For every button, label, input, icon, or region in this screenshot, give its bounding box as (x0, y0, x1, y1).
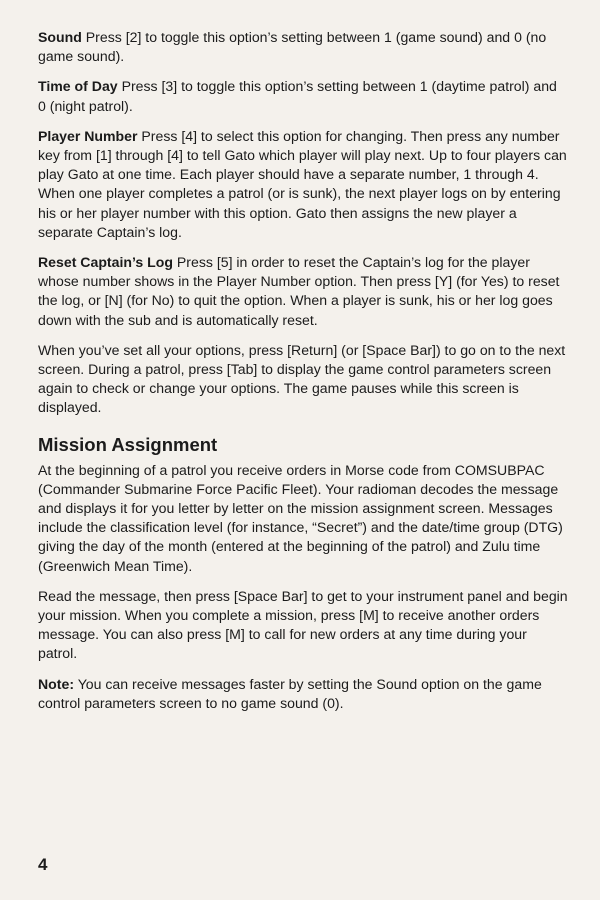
reset-log-text: Press [5] in order to reset the Captain’s log for the player whose number shows in the Player Number option. Then press [Y] (for Yes) to reset the log, or [N] (for No) to quit the option. When a player is sunk, his or her log goes down with the sub and is automatically reset. (38, 254, 560, 328)
mission-note-paragraph (38, 675, 568, 713)
options-summary-paragraph (38, 341, 568, 418)
note-label: Note: (38, 675, 75, 692)
page-number: 4 (38, 855, 48, 874)
sound-option-text: Press [2] to toggle this option’s setting between 1 (game sound) and 0 (no game sound). (38, 29, 547, 65)
reset-log-term: Reset Captain’s Log (38, 254, 173, 271)
sound-option-term: Sound (38, 29, 82, 45)
time-of-day-paragraph (38, 77, 568, 115)
mission-read-text: Read the message, then press [Space Bar] to get to your instrument panel and begin your mission. When you complete a mission, press [M] to receive another orders message. You can also press [M] to call for new orders at any time during your patrol. (38, 587, 568, 662)
note-text: You can receive messages faster by setting the Sound option on the game control parameters screen to no game sound (0). (38, 675, 542, 711)
player-number-term: Player Number (38, 127, 138, 144)
sound-option-paragraph (38, 28, 568, 66)
mission-intro-text: At the beginning of a patrol you receive orders in Morse code from COMSUBPAC (Commander Submarine Force Pacific Fleet). Your radioman decodes the message and displays it for you letter by letter on the mission assignment screen. Messages include the classification level (for instance, “Secret”) and the date/time group (DTG) giving the day of the month (entered at the beginning of the patrol) and Zulu time (Greenwich Mean Time). (38, 461, 563, 574)
mission-read-paragraph (38, 587, 568, 664)
time-of-day-text: Press [3] to toggle this option’s setting between 1 (daytime patrol) and 0 (night patrol). (38, 78, 557, 114)
player-number-paragraph (38, 127, 568, 242)
options-summary-text: When you’ve set all your options, press [Return] (or [Space Bar]) to go on to the next screen. During a patrol, press [Tab] to display the game control parameters screen again to check or change your options. The game pauses while this screen is displayed. (38, 341, 566, 416)
player-number-text: Press [4] to select this option for changing. Then press any number key from [1] through [4] to tell Gato which player will play next. Up to four players can play Gato at one time. Each player should have a separate number, 1 through 4. When one player completes a patrol (or is sunk), the next player logs on by entering his or her player number with this option. Gato then assigns the new player a separate Captain’s log. (38, 127, 567, 240)
manual-page (38, 28, 568, 724)
mission-intro-paragraph (38, 461, 568, 576)
mission-assignment-heading: Mission Assignment (38, 433, 218, 455)
reset-log-paragraph (38, 253, 568, 330)
time-of-day-term: Time of Day (38, 78, 118, 95)
